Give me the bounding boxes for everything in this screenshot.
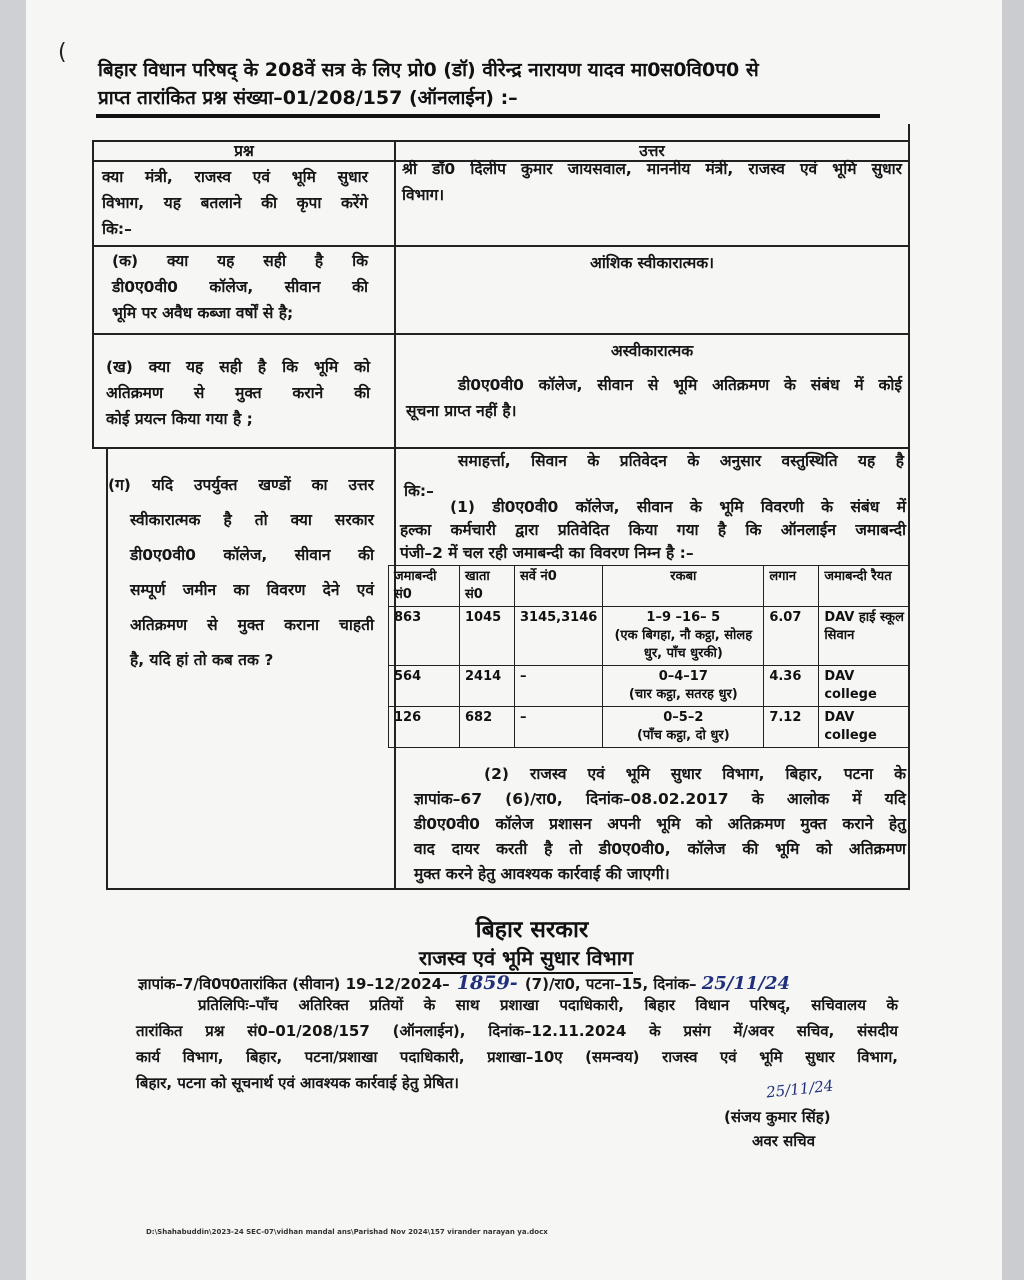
- cell-khata: 1045: [460, 607, 515, 666]
- govt-department: [0, 944, 1024, 971]
- answer-ga-p2-line-5: मुक्त करने हेतु आवश्यक कार्रवाई की जाएगी।: [414, 865, 670, 883]
- question-ga-line-3: डी0ए0वी0 कॉलेज, सीवान की: [130, 546, 374, 564]
- question-ga-line-6: है, यदि हां तो कब तक ?: [130, 651, 274, 669]
- table-bottom-border: [106, 888, 910, 890]
- cell-jamabandi: 564: [389, 666, 460, 707]
- header-survey-no: सर्वे नं0: [515, 566, 603, 607]
- govt-title: बिहार सरकार: [475, 917, 589, 943]
- rakba-words: (पाँच कट्ठा, दो धुर): [636, 728, 730, 743]
- table-left-border-top: [92, 140, 94, 448]
- table-row: [389, 666, 910, 707]
- cell-rakba: [603, 707, 764, 748]
- file-path-footer: D:\Shahabuddin\2023-24 SEC-07\vidhan mandal ans\Parishad Nov 2024\157 virander narayan ya.docx: [146, 1228, 548, 1236]
- question-kha-line-1: (ख) क्या यह सही है कि भूमि को: [106, 358, 370, 376]
- answer-ga-para-2: [414, 762, 906, 887]
- answer-ga-p2-line-4: वाद दायर करती है तो डी0ए0वी0, कॉलेज की भूमि को अतिक्रमण: [414, 840, 906, 858]
- answer-ga-p1-line-3: पंजी–2 में चल रही जमाबन्दी का विवरण निम्न है :–: [400, 544, 694, 562]
- copy-line-1: प्रतिलिपिः–पाँच अतिरिक्त प्रतियों के साथ प्रशाखा पदाधिकारी, बिहार विधान परिषद्, सचिवालय के: [198, 996, 898, 1014]
- document-heading: [98, 56, 898, 112]
- answer-kha-line-1: डी0ए0वी0 कॉलेज, सीवान से भूमि अतिक्रमण के संबंध में कोई: [458, 376, 902, 394]
- answer-ga-p1-line-1: (1) डी0ए0वी0 कॉलेज, सीवान के भूमि विवरणी के संबंध में: [450, 498, 906, 516]
- answer-ga-p2-line-3: डी0ए0वी0 कॉलेज प्रशासन अपनी भूमि को अतिक्रमण मुक्त कराने हेतु: [414, 815, 906, 833]
- answer-ka: आंशिक स्वीकारात्मक।: [589, 254, 715, 272]
- answer-intro-line-1: श्री डॉ0 दिलीप कुमार जायसवाल, माननीय मंत्री, राजस्व एवं भूमि सुधार: [402, 160, 902, 178]
- rakba-figure: 0–5–2: [663, 710, 704, 725]
- answer-ga-p1-line-2: हल्का कर्मचारी द्वारा प्रतिवेदित किया गया है कि ऑनलाईन जमाबन्दी: [400, 521, 906, 539]
- question-intro-line-3: कि:–: [102, 220, 132, 238]
- scan-edge-left: [0, 0, 26, 1280]
- cell-rakba: [603, 666, 764, 707]
- answer-intro-line-2: विभाग।: [402, 186, 445, 204]
- answer-ga-intro-line-1: समाहर्त्ता, सिवान के प्रतिवेदन के अनुसार वस्तुस्थिति यह है: [458, 452, 904, 470]
- table-row-border-2: [92, 333, 910, 335]
- question-ka-line-3: भूमि पर अवैध कब्जा वर्षों से है;: [112, 304, 294, 322]
- cell-lagan: 4.36: [764, 666, 819, 707]
- cell-survey: –: [515, 666, 603, 707]
- memo-ref-part-1: ज्ञापांक–7/वि0प0तारांकित (सीवान) 19–12/2024–: [138, 975, 450, 993]
- question-kha-line-2: अतिक्रमण से मुक्त कराने की: [106, 384, 370, 402]
- cell-raiyat: DAV हाई स्कूल सिवान: [819, 607, 910, 666]
- cell-jamabandi: 863: [389, 607, 460, 666]
- header-lagan: लगान: [764, 566, 819, 607]
- header-rakba: रकबा: [603, 566, 764, 607]
- header-jamabandi-no: जमाबन्दी सं0: [389, 566, 460, 607]
- memo-handwritten-number: 1859-: [456, 972, 518, 994]
- rakba-figure: 0–4–17: [658, 669, 708, 684]
- signature-handwritten: 25/11/24: [765, 1076, 835, 1102]
- copy-to-paragraph: [136, 992, 898, 1096]
- question-ga: [108, 468, 374, 678]
- question-ka-line-1: (क) क्या यह सही है कि: [112, 252, 368, 270]
- table-row: [389, 707, 910, 748]
- answer-kha-line-2: सूचना प्राप्त नहीं है।: [406, 402, 517, 420]
- rakba-words: (एक बिगहा, नौ कट्ठा, सोलह धुर, पाँच धुरकी): [614, 628, 753, 661]
- question-intro-line-1: क्या मंत्री, राजस्व एवं भूमि सुधार: [102, 168, 368, 186]
- signer-designation: अवर सचिव: [752, 1132, 816, 1150]
- answer-ga-intro-line-2: कि:–: [404, 482, 434, 500]
- memo-ref-part-2: (7)/रा0, पटना–15, दिनांक–: [524, 975, 697, 993]
- jamabandi-table-header: [389, 566, 910, 607]
- question-intro: [102, 164, 368, 242]
- header-raiyat: जमाबन्दी रैयत: [819, 566, 910, 607]
- jamabandi-table: [388, 565, 910, 748]
- copy-line-3: कार्य विभाग, बिहार, पटना/प्रशाखा पदाधिकारी, प्रशाखा–10ए (समन्वय) राजस्व एवं भूमि सुधार विभाग,: [136, 1048, 898, 1066]
- cell-raiyat: DAV college: [819, 707, 910, 748]
- scan-edge-right: [1002, 0, 1024, 1280]
- column-header-question: प्रश्न: [234, 142, 254, 160]
- cell-lagan: 7.12: [764, 707, 819, 748]
- copy-line-2: तारांकित प्रश्न सं0–01/208/157 (ऑनलाईन), दिनांक–12.11.2024 के प्रसंग में/अवर सचिव, संसदीय: [136, 1022, 898, 1040]
- table-right-border: [908, 124, 910, 890]
- answer-ga-p2-line-1: (2) राजस्व एवं भूमि सुधार विभाग, बिहार, पटना के: [484, 765, 906, 783]
- question-ga-line-2: स्वीकारात्मक है तो क्या सरकार: [130, 511, 374, 529]
- cell-rakba: [603, 607, 764, 666]
- question-kha: [106, 354, 370, 432]
- cell-survey: –: [515, 707, 603, 748]
- rakba-words: (चार कट्ठा, सतरह धुर): [628, 687, 738, 702]
- cell-khata: 682: [460, 707, 515, 748]
- question-ka: [112, 248, 368, 326]
- column-header-answer: उत्तर: [639, 142, 665, 160]
- heading-underline: [96, 114, 880, 118]
- question-ga-line-1: (ग) यदि उपर्युक्त खण्डों का उत्तर: [108, 476, 374, 494]
- copy-line-4: बिहार, पटना को सूचनार्थ एवं आवश्यक कार्रवाई हेतु प्रेषित।: [136, 1074, 459, 1092]
- rakba-figure: 1–9 –16– 5: [646, 610, 721, 625]
- answer-ga-p2-line-2: ज्ञापांक–67 (6)/रा0, दिनांक–08.02.2017 के आलोक में यदि: [414, 790, 906, 808]
- table-row-border-1: [92, 245, 910, 247]
- heading-line-1: बिहार विधान परिषद् के 208वें सत्र के लिए प्रो0 (डॉ) वीरेन्द्र नारायण यादव मा0स0वि0प0 से: [98, 59, 759, 81]
- question-ga-line-5: अतिक्रमण से मुक्त कराना चाहती: [130, 616, 374, 634]
- govt-department-text: राजस्व एवं भूमि सुधार विभाग: [419, 946, 633, 974]
- punch-mark: (: [58, 40, 67, 65]
- answer-kha-title: अस्वीकारात्मक: [610, 342, 694, 360]
- cell-jamabandi: 126: [389, 707, 460, 748]
- question-intro-line-2: विभाग, यह बतलाने की कृपा करेंगे: [102, 194, 368, 212]
- question-ka-line-2: डी0ए0वी0 कॉलेज, सीवान की: [112, 278, 368, 296]
- heading-line-2: प्राप्त तारांकित प्रश्न संख्या–01/208/157 (ऑनलाईन) :–: [98, 87, 518, 109]
- table-row: [389, 607, 910, 666]
- question-kha-line-3: कोई प्रयत्न किया गया है ;: [106, 410, 253, 428]
- cell-lagan: 6.07: [764, 607, 819, 666]
- memo-handwritten-date: 25/11/24: [701, 973, 791, 994]
- answer-ga-para-1: [400, 496, 906, 565]
- question-ga-line-4: सम्पूर्ण जमीन का विवरण देने एवं: [130, 581, 374, 599]
- cell-khata: 2414: [460, 666, 515, 707]
- signer-name: (संजय कुमार सिंह): [724, 1108, 831, 1126]
- cell-survey: 3145,3146: [515, 607, 603, 666]
- answer-intro: [402, 156, 902, 208]
- header-khata-no: खाता सं0: [460, 566, 515, 607]
- answer-kha-body: [406, 372, 902, 424]
- cell-raiyat: DAV college: [819, 666, 910, 707]
